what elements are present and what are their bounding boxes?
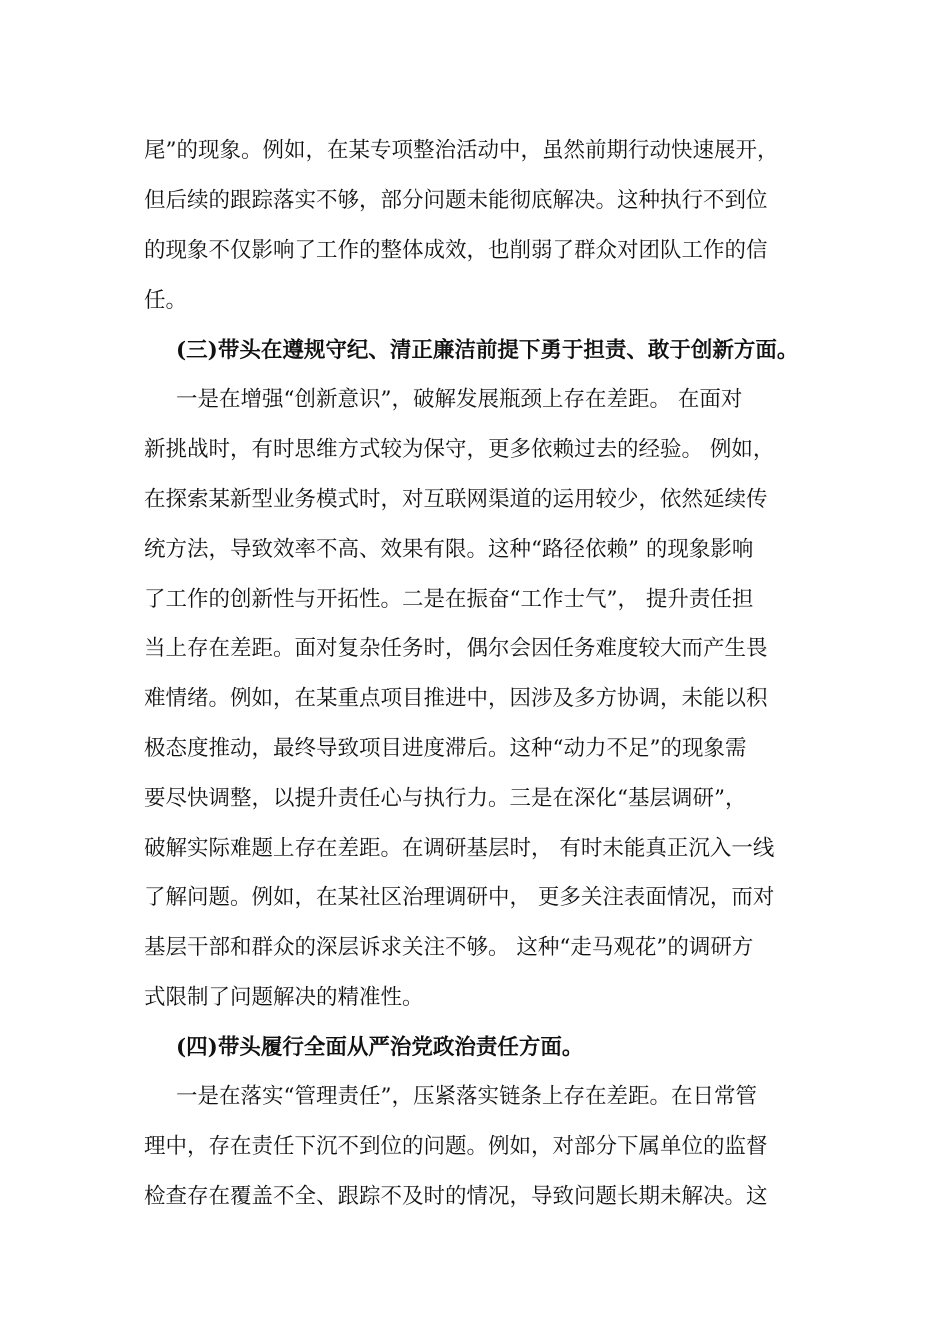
body-text-line: 式限制了问题解决的精准性。: [144, 985, 424, 1010]
body-text-line: 任。: [144, 288, 188, 313]
section-heading-three: (三)带头在遵规守纪、清正廉洁前提下勇于担责、敢于创新方面。: [176, 338, 799, 363]
paragraph-first-line: 一是在增强“创新意识”，破解发展瓶颈上存在差距。 在面对: [176, 387, 743, 412]
body-text-line: 新挑战时，有时思维方式较为保守，更多依赖过去的经验。 例如，: [144, 437, 775, 462]
body-text-line: 要尽快调整，以提升责任心与执行力。三是在深化“基层调研”，: [144, 786, 747, 811]
body-text-line: 的现象不仅影响了工作的整体成效，也削弱了群众对团队工作的信: [144, 238, 768, 263]
body-text-line: 当上存在差距。面对复杂任务时，偶尔会因任务难度较大而产生畏: [144, 636, 768, 661]
section-heading-four: (四)带头履行全面从严治党政治责任方面。: [176, 1035, 584, 1060]
body-text-line: 但后续的跟踪落实不够，部分问题未能彻底解决。这种执行不到位: [144, 188, 768, 213]
body-text-line: 了工作的创新性与开拓性。二是在振奋“工作士气”， 提升责任担: [144, 587, 754, 612]
paragraph-first-line: 一是在落实“管理责任”，压紧落实链条上存在差距。在日常管: [176, 1084, 757, 1109]
body-text-line: 基层干部和群众的深层诉求关注不够。 这种“走马观花”的调研方: [144, 935, 754, 960]
body-text-line: 尾”的现象。例如，在某专项整治活动中，虽然前期行动快速展开，: [144, 138, 779, 163]
body-text-line: 检查存在覆盖不全、跟踪不及时的情况，导致问题长期未解决。这: [144, 1184, 768, 1209]
body-text-line: 理中，存在责任下沉不到位的问题。例如，对部分下属单位的监督: [144, 1134, 768, 1159]
body-text-line: 极态度推动，最终导致项目进度滞后。这种“动力不足”的现象需: [144, 736, 747, 761]
body-text-line: 破解实际难题上存在差距。在调研基层时， 有时未能真正沉入一线: [144, 836, 775, 861]
body-text-line: 统方法，导致效率不高、效果有限。这种“路径依赖” 的现象影响: [144, 537, 754, 562]
body-text-line: 了解问题。例如，在某社区治理调研中， 更多关注表面情况，而对: [144, 885, 775, 910]
body-text-line: 难情绪。例如，在某重点项目推进中，因涉及多方协调，未能以积: [144, 686, 768, 711]
body-text-line: 在探索某新型业务模式时，对互联网渠道的运用较少，依然延续传: [144, 487, 768, 512]
